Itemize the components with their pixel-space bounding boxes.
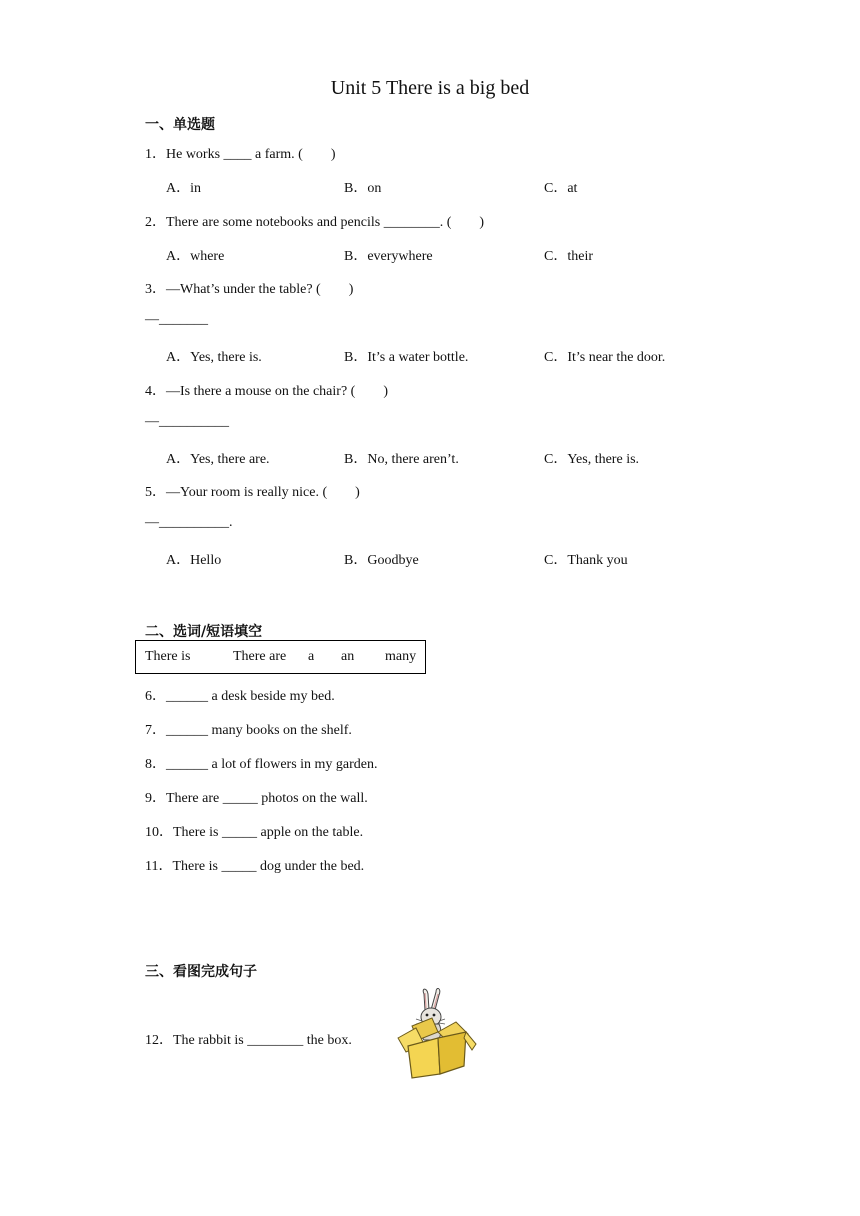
section-heading-fill-in: 二、选词/短语填空: [145, 624, 263, 640]
answer-line-5: —__________.: [145, 515, 233, 530]
word-bank-box: [135, 640, 426, 674]
option-4c: C．Yes, there is.: [544, 452, 640, 467]
option-2a: A．where: [166, 249, 225, 264]
question-8: 8．______ a lot of flowers in my garden.: [145, 757, 378, 772]
option-2b: B．everywhere: [344, 249, 433, 264]
answer-line-3: —_______: [145, 312, 208, 327]
question-5: 5．—Your room is really nice. ( ): [145, 485, 360, 500]
question-6: 6．______ a desk beside my bed.: [145, 689, 335, 704]
question-3: 3．—What’s under the table? ( ): [145, 282, 354, 297]
question-2: 2．There are some notebooks and pencils ________. ( ): [145, 215, 485, 230]
word-bank-item: a: [308, 649, 315, 664]
page-title: Unit 5 There is a big bed: [330, 77, 530, 99]
question-4: 4．—Is there a mouse on the chair? ( ): [145, 384, 388, 399]
rabbit-in-box-image: [394, 988, 478, 1080]
option-5a: A．Hello: [166, 553, 222, 568]
option-4b: B．No, there aren’t.: [344, 452, 459, 467]
question-12: 12．The rabbit is ________ the box.: [145, 1033, 352, 1048]
question-1: 1．He works ____ a farm. ( ): [145, 147, 336, 162]
question-9: 9．There are _____ photos on the wall.: [145, 791, 368, 806]
word-bank-item: There are: [233, 649, 287, 664]
option-3a: A．Yes, there is.: [166, 350, 262, 365]
option-5c: C．Thank you: [544, 553, 628, 568]
option-4a: A．Yes, there are.: [166, 452, 270, 467]
word-bank-item: many: [385, 649, 417, 664]
option-1b: B．on: [344, 181, 382, 196]
option-3c: C．It’s near the door.: [544, 350, 666, 365]
option-2c: C．their: [544, 249, 593, 264]
option-5b: B．Goodbye: [344, 553, 419, 568]
word-bank-item: an: [341, 649, 355, 664]
section-heading-single-choice: 一、单选题: [145, 117, 215, 133]
word-bank-item: There is: [145, 649, 191, 664]
option-1c: C．at: [544, 181, 578, 196]
section-heading-picture: 三、看图完成句子: [145, 964, 257, 980]
question-11: 11．There is _____ dog under the bed.: [145, 859, 365, 874]
question-7: 7．______ many books on the shelf.: [145, 723, 352, 738]
option-3b: B．It’s a water bottle.: [344, 350, 469, 365]
option-1a: A．in: [166, 181, 201, 196]
answer-line-4: —__________: [145, 414, 229, 429]
question-10: 10．There is _____ apple on the table.: [145, 825, 364, 840]
